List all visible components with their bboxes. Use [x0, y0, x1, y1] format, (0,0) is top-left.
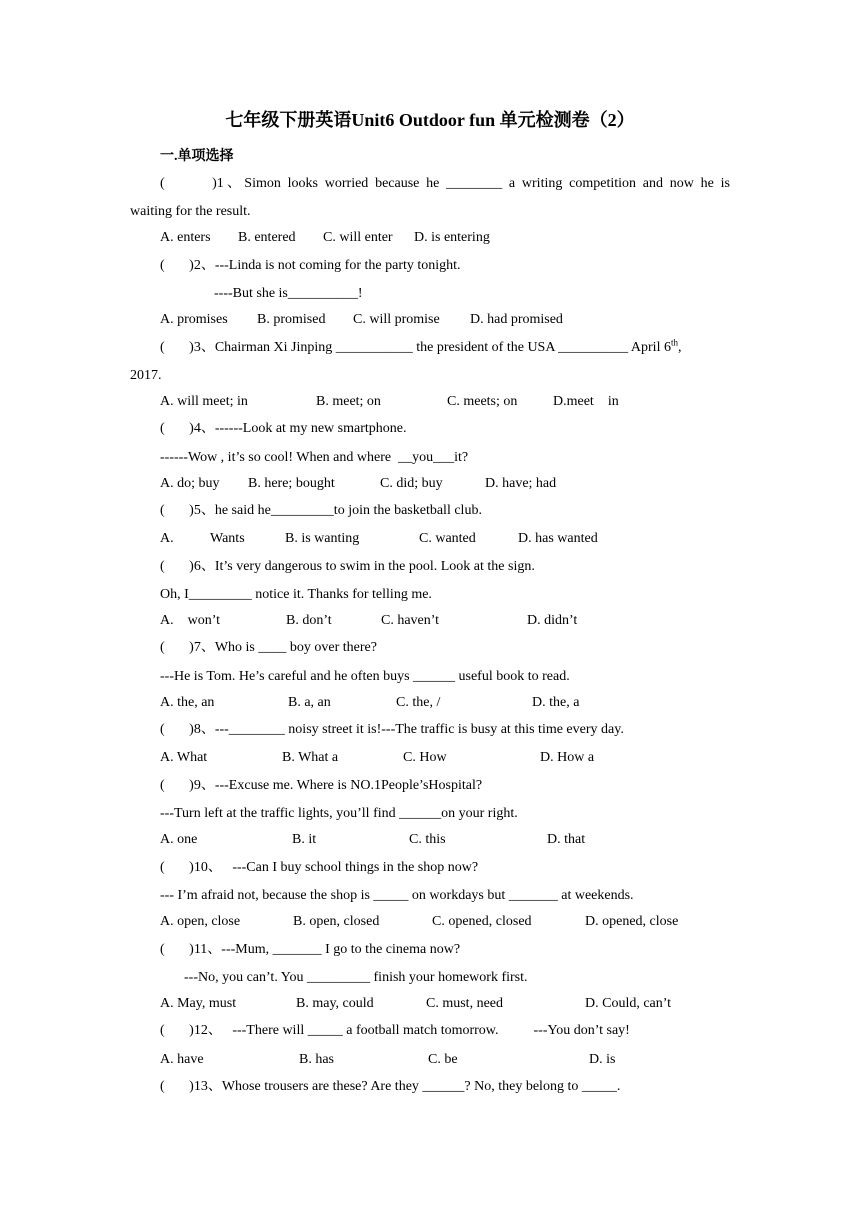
q2-option-c: C. will promise [353, 312, 440, 327]
question-9: ( )9、---Excuse me. Where is NO.1People’sHospital? [160, 778, 483, 793]
q10-option-a: A. open, close [160, 914, 241, 929]
q4-option-a: A. do; buy [160, 476, 220, 491]
q7-option-c: C. the, / [396, 695, 441, 710]
question-1: ( )1、Simon looks worried because he ________ a writing competition and now he is [160, 176, 730, 191]
q4-option-d: D. have; had [485, 476, 557, 491]
q3-option-c: C. meets; on [447, 394, 518, 409]
q3-option-b: B. meet; on [316, 394, 381, 409]
q11-option-d: D. Could, can’t [585, 996, 672, 1011]
q12-option-a: A. have [160, 1052, 204, 1067]
q12-option-d: D. is [589, 1052, 616, 1067]
q5-option-a: A. [160, 531, 174, 546]
q6-option-d: D. didn’t [527, 613, 578, 628]
question-5: ( )5、he said he_________to join the basketball club. [160, 503, 482, 518]
q6-option-c: C. haven’t [381, 613, 440, 628]
q10-option-d: D. opened, close [585, 914, 679, 929]
page-title: 七年级下册英语Unit6 Outdoor fun 单元检测卷（2） [225, 110, 635, 130]
q8-option-b: B. What a [282, 750, 339, 765]
section-heading: 一.单项选择 [160, 149, 234, 164]
q11-option-a: A. May, must [160, 996, 237, 1011]
q8-option-a: A. What [160, 750, 208, 765]
q7-option-b: B. a, an [288, 695, 331, 710]
question-4-cont: ------Wow , it’s so cool! When and where __you___it? [160, 450, 469, 465]
q4-option-c: C. did; buy [380, 476, 443, 491]
q3-option-d: D.meet in [553, 394, 619, 409]
question-2: ( )2、---Linda is not coming for the party tonight. [160, 258, 461, 273]
q7-option-d: D. the, a [532, 695, 580, 710]
q8-option-c: C. How [403, 750, 447, 765]
superscript-th: th [670, 337, 678, 348]
q5-option-a-text: Wants [210, 531, 245, 546]
question-12: ( )12、 ---There will _____ a football match tomorrow. ---You don’t say! [160, 1023, 630, 1038]
question-11: ( )11、---Mum, _______ I go to the cinema now? [160, 942, 461, 957]
q9-option-c: C. this [409, 832, 446, 847]
question-10-cont: --- I’m afraid not, because the shop is _____ on workdays but _______ at weekends. [160, 888, 634, 903]
q8-option-d: D. How a [540, 750, 595, 765]
q9-option-d: D. that [547, 832, 586, 847]
question-3: ( )3、Chairman Xi Jinping ___________ the president of the USA __________ April 6th, [160, 337, 682, 355]
q3-option-a: A. will meet; in [160, 394, 248, 409]
q5-option-d: D. has wanted [518, 531, 598, 546]
q1-option-c: C. will enter [323, 230, 393, 245]
question-7: ( )7、Who is ____ boy over there? [160, 640, 377, 655]
question-8: ( )8、---________ noisy street it is!---The traffic is busy at this time every day. [160, 722, 624, 737]
q1-option-a: A. enters [160, 230, 211, 245]
question-2-cont: ----But she is__________! [214, 286, 363, 301]
q1-option-d: D. is entering [414, 230, 490, 245]
q5-option-b: B. is wanting [285, 531, 360, 546]
question-4: ( )4、------Look at my new smartphone. [160, 421, 407, 436]
q1-option-b: B. entered [238, 230, 296, 245]
q2-option-d: D. had promised [470, 312, 563, 327]
q11-option-c: C. must, need [426, 996, 503, 1011]
question-13: ( )13、Whose trousers are these? Are they ______? No, they belong to _____. [160, 1079, 621, 1094]
question-11-cont: ---No, you can’t. You _________ finish your homework first. [184, 970, 528, 985]
q4-option-b: B. here; bought [248, 476, 335, 491]
q9-option-b: B. it [292, 832, 317, 847]
question-9-cont: ---Turn left at the traffic lights, you’ll find ______on your right. [160, 806, 518, 821]
question-6-cont: Oh, I_________ notice it. Thanks for telling me. [160, 587, 432, 602]
question-7-cont: ---He is Tom. He’s careful and he often buys ______ useful book to read. [160, 669, 570, 684]
q7-option-a: A. the, an [160, 695, 215, 710]
q6-option-b: B. don’t [286, 613, 332, 628]
q11-option-b: B. may, could [296, 996, 374, 1011]
q10-option-c: C. opened, closed [432, 914, 532, 929]
q9-option-a: A. one [160, 832, 198, 847]
q10-option-b: B. open, closed [293, 914, 380, 929]
question-3-cont: 2017. [130, 368, 162, 383]
q6-option-a: A. won’t [160, 613, 221, 628]
q5-option-c: C. wanted [419, 531, 476, 546]
question-1-cont: waiting for the result. [130, 204, 251, 219]
q2-option-a: A. promises [160, 312, 228, 327]
q2-option-b: B. promised [257, 312, 326, 327]
q12-option-c: C. be [428, 1052, 458, 1067]
question-10: ( )10、 ---Can I buy school things in the shop now? [160, 860, 479, 875]
question-6: ( )6、It’s very dangerous to swim in the pool. Look at the sign. [160, 559, 535, 574]
q12-option-b: B. has [299, 1052, 334, 1067]
